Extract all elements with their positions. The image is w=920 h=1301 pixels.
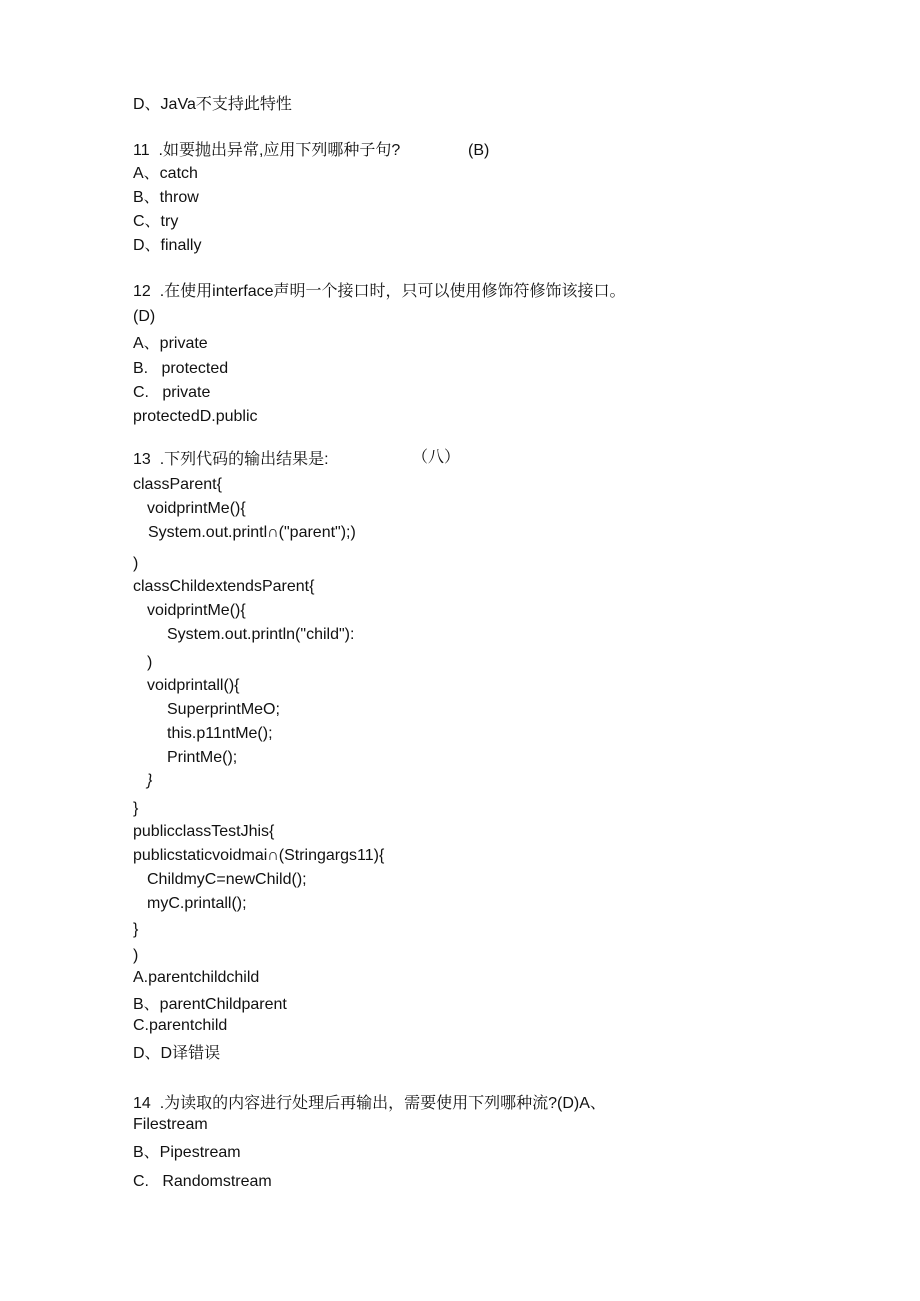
option-d: D、finally: [133, 237, 202, 254]
code-line: SuperprintMeO;: [167, 701, 280, 718]
code-line: }: [133, 921, 139, 938]
option-c: C. private: [133, 384, 211, 401]
code-line: classParent{: [133, 476, 222, 493]
code-line: System.out.println("child"):: [167, 626, 355, 643]
option-a: A、catch: [133, 165, 198, 182]
option-b: B、parentChildparent: [133, 996, 287, 1013]
code-line: voidprintall(){: [147, 677, 240, 694]
option-c: C. Randomstream: [133, 1173, 272, 1190]
code-line: }: [133, 800, 139, 817]
code-line: voidprintMe(){: [147, 602, 246, 619]
question-11: 11 .如要抛出异常,应用下列哪种子句?: [133, 142, 401, 159]
answer-13: （八）: [412, 449, 461, 466]
code-line: ): [133, 947, 139, 964]
option-b: B、throw: [133, 189, 199, 206]
option-d: D、D译错误: [133, 1045, 221, 1062]
option-c: C.parentchild: [133, 1017, 228, 1034]
option-a: A.parentchildchild: [133, 969, 260, 986]
code-line: ): [133, 555, 139, 572]
code-line: publicstaticvoidmai∩(Stringargs11){: [133, 847, 385, 864]
code-line: ): [147, 654, 153, 671]
answer-12: (D): [133, 308, 156, 325]
question-12: 12 .在使用interface声明一个接口时，只可以使用修饰符修饰该接口。: [133, 283, 626, 300]
code-line: publicclassTestJhis{: [133, 823, 275, 840]
code-line: this.p11ntMe();: [167, 725, 273, 742]
code-line: classChildextendsParent{: [133, 578, 315, 595]
option-c: C、try: [133, 213, 179, 230]
option-a: Filestream: [133, 1116, 208, 1133]
code-line: }: [147, 772, 153, 789]
code-line: System.out.printl∩("parent");): [148, 524, 356, 541]
option-a: A、private: [133, 335, 208, 352]
option-b: B、Pipestream: [133, 1144, 241, 1161]
code-line: myC.printall();: [147, 895, 247, 912]
answer-11: (B): [468, 142, 490, 159]
question-13: 13 .下列代码的输出结果是:: [133, 451, 329, 468]
line-d-java: D、JaVa不支持此特性: [133, 96, 292, 113]
option-d: protectedD.public: [133, 408, 258, 425]
code-line: ChildmyC=newChild();: [147, 871, 307, 888]
question-14: 14 .为读取的内容进行处理后再输出，需要使用下列哪种流?(D)A、: [133, 1095, 606, 1112]
option-b: B. protected: [133, 360, 229, 377]
code-line: voidprintMe(){: [147, 500, 246, 517]
code-line: PrintMe();: [167, 749, 238, 766]
